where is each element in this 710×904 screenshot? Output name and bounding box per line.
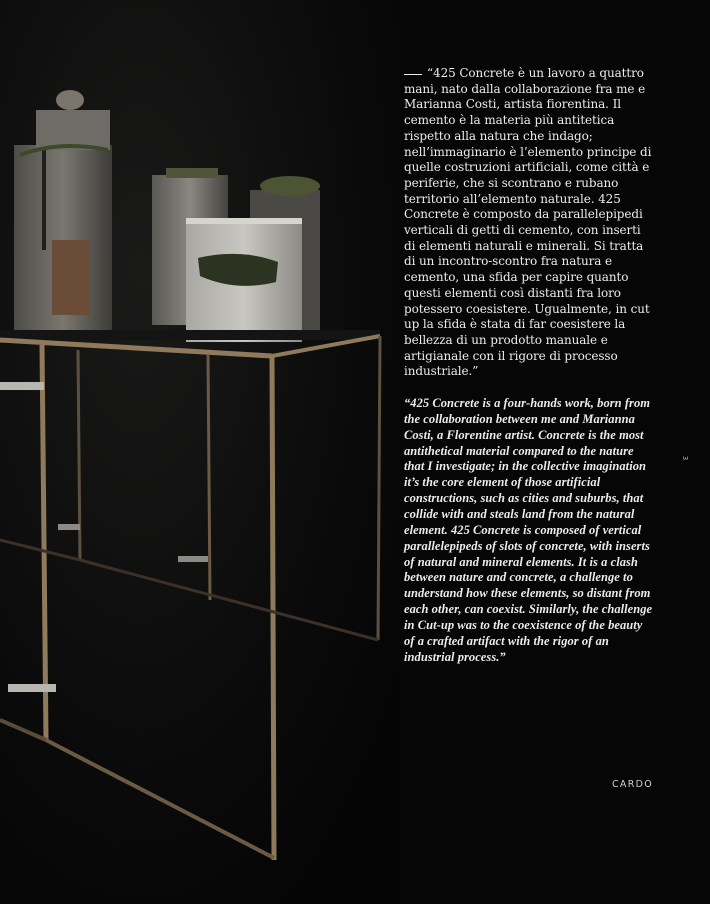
opening-rule xyxy=(404,74,422,75)
italian-quote-text: “425 Concrete è un lavoro a quattro mani, nato dalla collaborazione fra me e Marianna Costi, artista fiorentina. Il cemento è la materia più antitetica rispetto alla natura che indago; nell’immaginario è l’elemento principe di quelle costruzioni artificiali, come città e periferie, che si scontrano e rubano territorio all’elemento naturale. 425 Concrete è composto da parallelepipedi verticali di getti di cemento, con inserti di elementi naturali e minerali. Si tratta di un incontro-scontro fra natura e cemento, una sfida per capire quanto questi elementi così distanti fra loro potessero coesistere. Ugualmente, in cut up la sfida è stata di far coesistere la bellezza di un prodotto manuale e artigianale con il rigore di processo industriale.” xyxy=(404,66,652,379)
english-quote-paragraph: “425 Concrete is a four-hands work, born from the collaboration between me and Marianna Costi, a Florentine artist. Concrete is the most antithetical material compared to the nature that I investigate; in the collective imagination it’s the core element of those artificial constructions, such as cities and suburbs, that collide with and steals land from the natural element. 425 Concrete is composed of vertical parallelepipeds of slots of concrete, with inserts of natural and mineral elements. It is a clash between nature and concrete, a challenge to understand how these elements, so distant from each other, can coexist. Similarly, the challenge in Cut-up was to the coexistence of the beauty of a crafted artifact with the rigor of an industrial process.” xyxy=(404,396,653,664)
italian-quote-paragraph xyxy=(404,66,654,380)
concrete-block-front xyxy=(186,218,302,342)
page-number: 3 xyxy=(681,455,690,461)
article-text-column xyxy=(404,66,654,665)
brand-label: CARDO xyxy=(612,779,654,790)
